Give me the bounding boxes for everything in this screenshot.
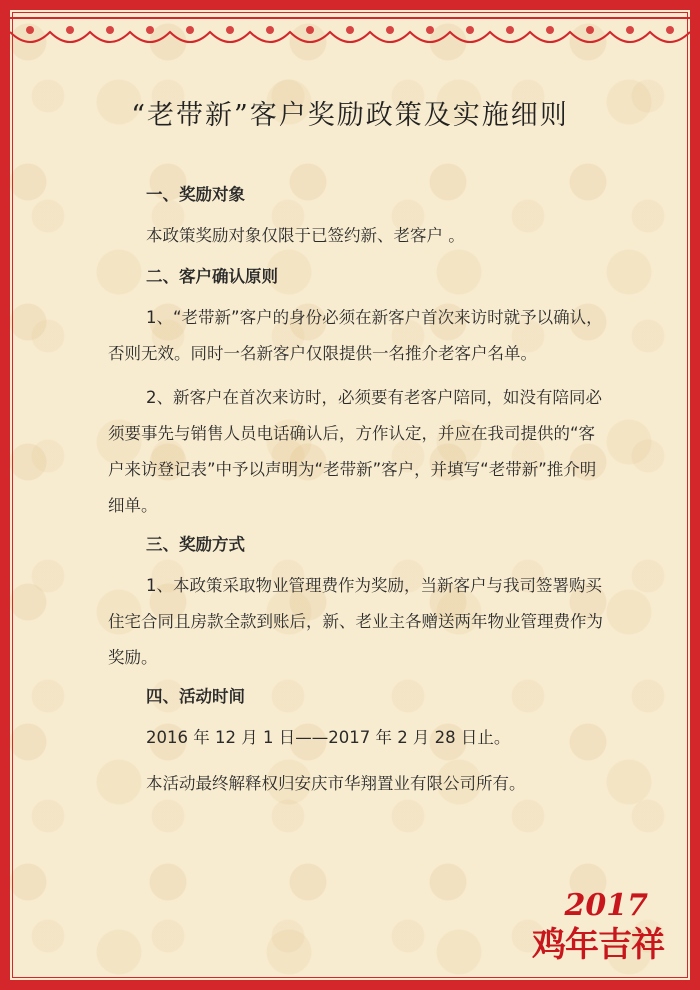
section-paragraph: 本政策奖励对象仅限于已签约新、老客户 。	[146, 226, 465, 245]
new-year-badge	[520, 888, 670, 968]
section-paragraph: 2016 年 12 月 1 日——2017 年 2 月 28 日止。	[146, 728, 511, 747]
section-heading: 一、奖励对象	[146, 185, 245, 204]
section-heading: 二、客户确认原则	[146, 267, 278, 286]
section-heading: 三、奖励方式	[146, 535, 245, 554]
section-paragraph: 1、“老带新”客户的身份必须在新客户首次来访时就予以确认，否则无效。同时一名新客户仅限提供一名推介老客户名单。	[108, 308, 603, 363]
badge-text: 鸡年吉祥	[532, 925, 664, 965]
section-paragraph: 1、本政策采取物业管理费作为奖励，当新客户与我司签署购买住宅合同且房款全款到账后，新、老业主各赠送两年物业管理费作为奖励。	[108, 576, 603, 667]
top-ornament	[10, 10, 690, 60]
section-heading: 四、活动时间	[146, 687, 245, 706]
section-paragraph: 2、新客户在首次来访时，必须要有老客户陪同，如没有陪同必须要事先与销售人员电话确认后，方作认定，并应在我司提供的“客户来访登记表”中予以声明为“老带新”客户，并填写“老带新”推介明细单。	[108, 388, 602, 515]
document-title: “老带新”客户奖励政策及实施细则	[131, 100, 569, 131]
section-paragraph: 本活动最终解释权归安庆市华翔置业有限公司所有。	[146, 774, 526, 793]
document-body	[108, 182, 608, 812]
badge-year: 2017	[564, 888, 648, 923]
